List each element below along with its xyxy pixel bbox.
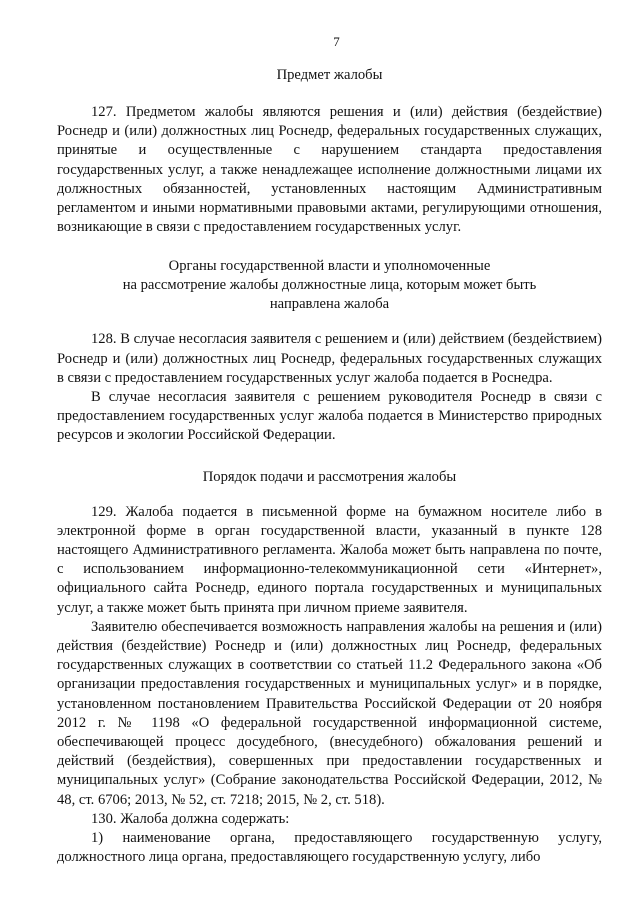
heading-authorities-line-2: на рассмотрение жалобы должностные лица, которым может быть — [122, 277, 537, 294]
paragraph-129-continued: Заявителю обеспечивается возможность направления жалобы на решения и (или) действия (бездействие) Роснедр и (или) должностных лиц Роснедр, федеральных государственных служащих в соответствии со статьей 11.2 Федерального закона «Об организации предоставления государственных и муниципальных услуг» и в порядке, установленном постановлением Правительства Российской Федерации от 20 ноября 2012 г. № 1198 «О федеральной государственной информационной системе, обеспечивающей процесс досудебного, (внесудебного) обжалования решений и действий (бездействия), совершенных при предоставлении государственных и муниципальных услуг» (Собрание законодательства Российской Федерации, 2012, № 48, ст. 6706; 2013, № 52, ст. 7218; 2015, № 2, ст. 518). — [57, 618, 602, 808]
heading-procedure: Порядок подачи и рассмотрения жалобы — [202, 468, 457, 485]
paragraph-128-continued: В случае несогласия заявителя с решением руководителя Роснедр в связи с предоставлением государственных услуг жалоба подается в Министерство природных ресурсов и экологии Российской Федерации. — [57, 389, 602, 444]
paragraph-130: 130. Жалоба должна содержать: — [91, 810, 290, 827]
paragraph-130-item-1: 1) наименование органа, предоставляющего государственную услугу, должностного лица органа, предоставляющего государственную услугу, либо — [57, 830, 602, 866]
paragraph-127: 127. Предметом жалобы являются решения и (или) действия (бездействие) Роснедр и (или) должностных лиц Роснедр, федеральных государственных служащих, принятые и осуществленные с нарушением стандарта предоставления государственных услуг, а также ненадлежащее исполнение должностными лицами их должностных обязанностей, установленных настоящим Административным регламентом и иными нормативными правовыми актами, регулирующими отношения, возникающие в связи с предоставлением государственных услуг. — [57, 104, 602, 236]
heading-authorities — [57, 257, 602, 314]
heading-authorities-line-1: Органы государственной власти и уполномоченные — [168, 258, 491, 275]
paragraph-129: 129. Жалоба подается в письменной форме на бумажном носителе либо в электронной форме в орган государственной власти, указанный в пункте 128 настоящего Административного регламента. Жалоба может быть направлена по почте, с использованием информационно-телекоммуникационной сети «Интернет», официального сайта Роснедр, единого портала государственных и муниципальных услуг, а также может быть принята при личном приеме заявителя. — [57, 503, 602, 616]
page-number: 7 — [333, 34, 340, 49]
heading-authorities-line-3: направлена жалоба — [269, 296, 390, 313]
paragraph-128: 128. В случае несогласия заявителя с решением и (или) действием (бездействием) Роснедр и (или) должностных лиц Роснедр, федеральных государственных служащих в связи с предоставлением государственных услуг жалоба подается в Роснедра. — [57, 331, 602, 386]
heading-complaint-subject: Предмет жалобы — [276, 67, 383, 83]
